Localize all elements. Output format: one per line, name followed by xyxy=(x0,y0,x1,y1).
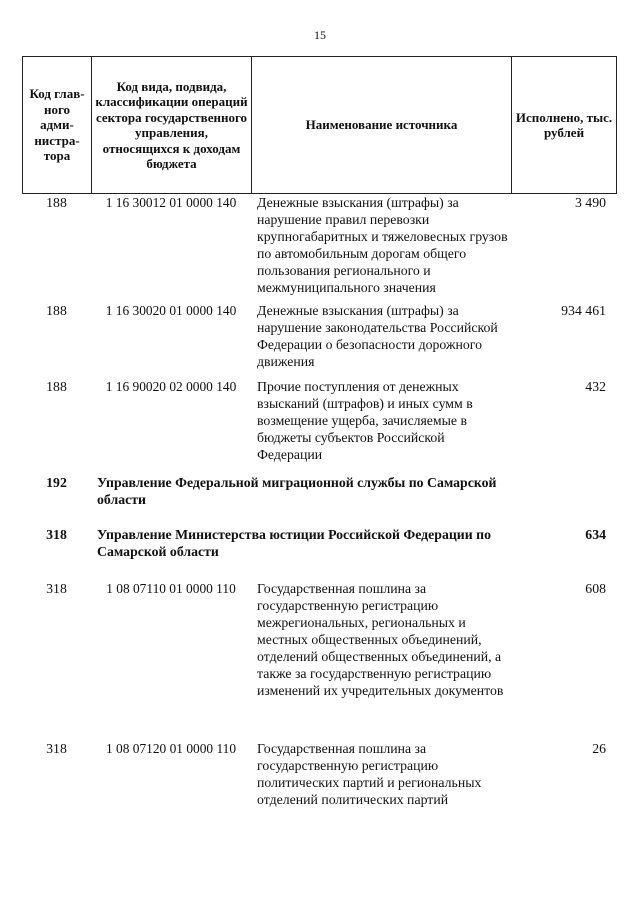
table-body xyxy=(22,194,616,812)
executed-amount: 634 xyxy=(585,527,606,542)
source-name: Государственная пошлина за государственную регистрацию межрегиональных, региональных и местных общественных объединений, отделений общественных объединений, а также за государственную регистрацию изменений их учредительных документов xyxy=(257,581,504,698)
administrator-title: Управление Министерства юстиции Российской Федерации по Самарской области xyxy=(97,527,492,559)
admin-code: 318 xyxy=(46,581,67,596)
classification-code: 1 16 30020 01 0000 140 xyxy=(105,303,237,318)
table-row xyxy=(22,194,616,302)
admin-code: 188 xyxy=(46,379,67,394)
source-name: Прочие поступления от денежных взысканий (штрафов) и иных сумм в возмещение ущерба, зачисляемые в бюджеты субъектов Российской Федерации xyxy=(257,379,473,462)
admin-code: 188 xyxy=(46,195,67,210)
executed-amount: 608 xyxy=(585,581,606,596)
header-executed-amount: Исполнено, тыс. рублей xyxy=(512,57,617,194)
table-header xyxy=(22,56,617,194)
header-source-name: Наименование источника xyxy=(252,57,512,194)
header-classification-code: Код вида, подвида, классификации операций сектора государственного управления, относящихся к доходам бюджета xyxy=(92,57,252,194)
table-row xyxy=(22,526,616,580)
executed-amount: 26 xyxy=(592,741,606,756)
table-row xyxy=(22,580,616,740)
admin-code: 188 xyxy=(46,303,67,318)
executed-amount: 934 461 xyxy=(561,303,606,318)
table-row xyxy=(22,378,616,474)
source-name: Денежные взыскания (штрафы) за нарушение законодательства Российской Федерации о безопасности дорожного движения xyxy=(257,303,498,369)
executed-amount: 432 xyxy=(585,379,606,394)
executed-amount: 3 490 xyxy=(574,195,606,210)
page-number: 15 xyxy=(314,28,326,42)
header-admin-code: Код глав-ного адми-нистра-тора xyxy=(23,57,92,194)
admin-code: 192 xyxy=(46,475,67,490)
classification-code: 1 16 30012 01 0000 140 xyxy=(105,195,237,210)
source-name: Государственная пошлина за государственную регистрацию политических партий и региональных отделений политических партий xyxy=(257,741,482,807)
administrator-title: Управление Федеральной миграционной службы по Самарской области xyxy=(97,475,497,507)
classification-code: 1 08 07120 01 0000 110 xyxy=(105,741,237,756)
admin-code: 318 xyxy=(46,527,67,542)
table-row xyxy=(22,302,616,378)
table-row xyxy=(22,740,616,812)
table-row xyxy=(22,474,616,526)
classification-code: 1 16 90020 02 0000 140 xyxy=(105,379,237,394)
classification-code: 1 08 07110 01 0000 110 xyxy=(106,581,236,596)
admin-code: 318 xyxy=(46,741,67,756)
source-name: Денежные взыскания (штрафы) за нарушение правил перевозки крупногабаритных и тяжеловесных грузов по автомобильным дорогам общего пользования регионального и межмуниципального значения xyxy=(257,195,508,295)
